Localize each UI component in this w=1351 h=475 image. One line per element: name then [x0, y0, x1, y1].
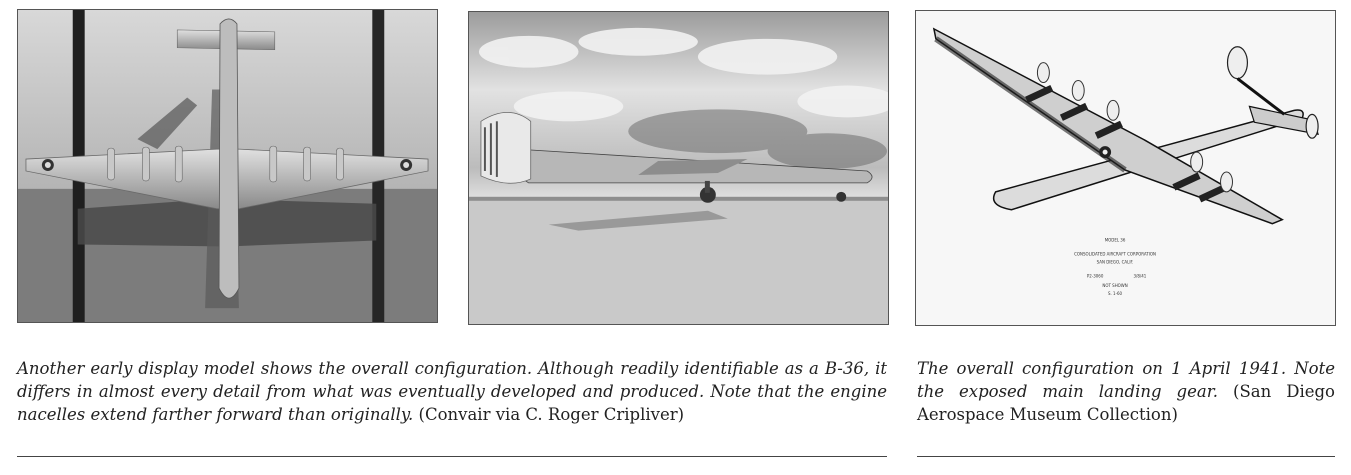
right-caption-credit: (San Diego Aerospace Museum Collection) — [917, 382, 1335, 424]
title-block-line3: SAN DIEGO, CALIF. — [1096, 259, 1134, 265]
left-caption-credit: (Convair via C. Roger Cripliver) — [413, 405, 685, 424]
left-caption-text: Another early display model shows the overall configuration. Although readily identifiable as a B-36, it differs in almost every detail from what was eventually developed and produced. Note that the engine nacelles extend farther forward than originally. — [17, 359, 887, 424]
right-caption-rule — [917, 456, 1335, 457]
title-block-line5: NOT SHOWN — [1102, 283, 1128, 289]
display-model-top-photo — [17, 9, 438, 323]
title-block-line4b: 3/8/41 — [1133, 273, 1147, 279]
right-caption-text: The overall configuration on 1 April 1941. Note the exposed main landing gear. — [917, 359, 1335, 401]
configuration-drawing — [915, 10, 1336, 326]
left-caption — [17, 357, 887, 426]
title-block-line1: MODEL 36 — [1104, 237, 1126, 243]
right-caption — [917, 357, 1335, 426]
title-block-line6: S. 1-60 — [1108, 291, 1123, 297]
title-block-line4a: P2-3060 — [1086, 273, 1104, 279]
model-in-flight-photo — [468, 11, 889, 325]
title-block-line2: CONSOLIDATED AIRCRAFT CORPORATION — [1074, 251, 1156, 257]
left-caption-rule — [17, 456, 887, 457]
